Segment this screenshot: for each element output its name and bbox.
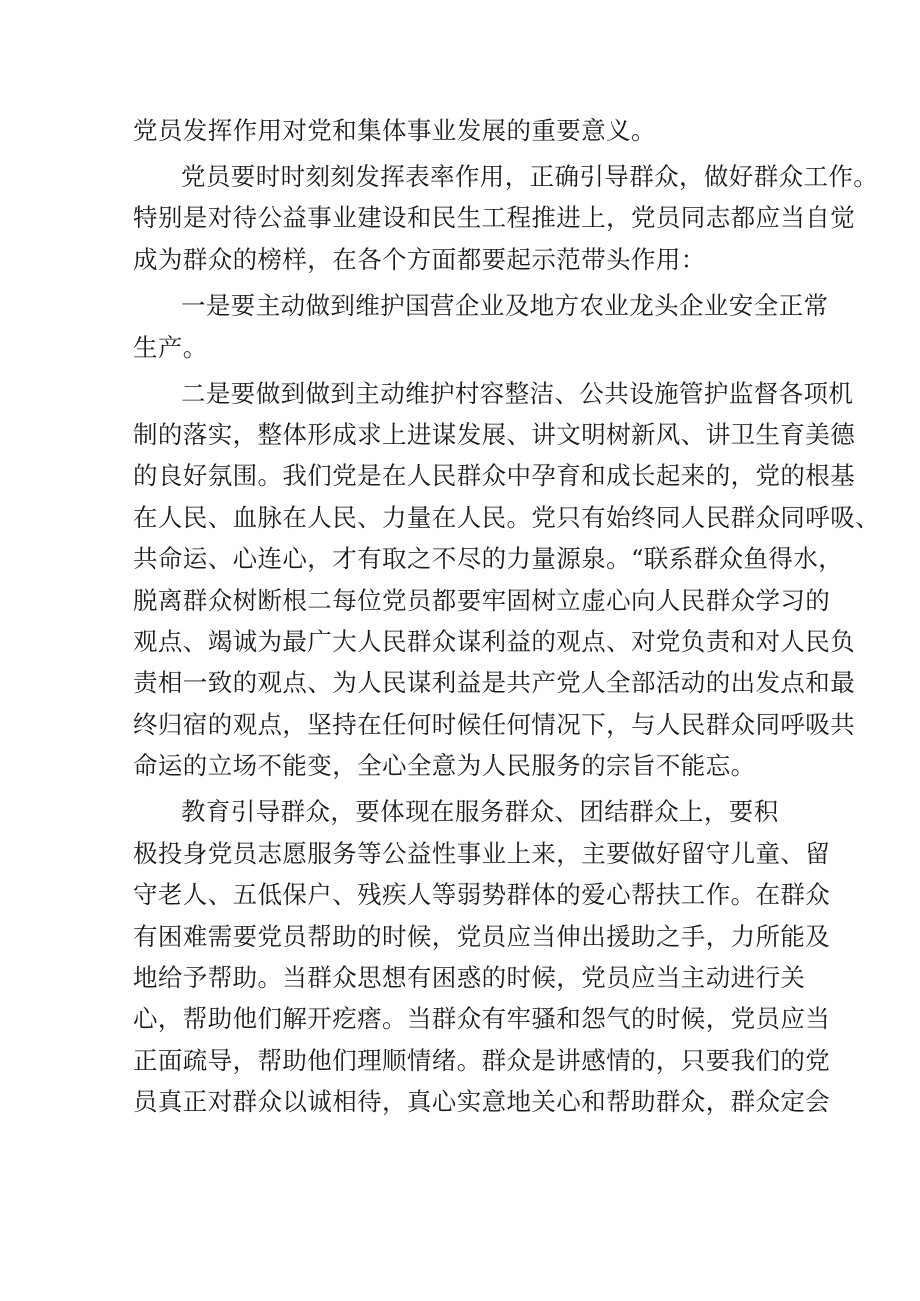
text-line: 员真正对群众以诚相待，真心实意地关心和帮助群众，群众定会 [133, 1087, 831, 1116]
text-line: 有困难需要党员帮助的时候，党员应当伸出援助之手，力所能及 [133, 922, 831, 951]
text-line: 教育引导群众，要体现在服务群众、团结群众上，要积 [181, 797, 779, 826]
text-line: 制的落实，整体形成求上进谋发展、讲文明树新风、讲卫生育美德 [133, 420, 856, 449]
text-line: 二是要做到做到主动维护村容整洁、公共设施管护监督各项机 [181, 379, 854, 408]
text-line: 地给予帮助。当群众思想有困惑的时候，党员应当主动进行关 [133, 963, 806, 992]
text-line: 脱离群众树断根二每位党员都要牢固树立虚心向人民群众学习的 [133, 586, 831, 615]
text-line: 命运的立场不能变，全心全意为人民服务的宗旨不能忘。 [133, 751, 756, 780]
text-line: 党员发挥作用对党和集体事业发展的重要意义。 [133, 116, 656, 145]
text-line: 极投身党员志愿服务等公益性事业上来，主要做好留守儿童、留 [133, 839, 831, 868]
text-line: 正面疏导，帮助他们理顺情绪。群众是讲感情的，只要我们的党 [133, 1046, 831, 1075]
text-line: 的良好氛围。我们党是在人民群众中孕育和成长起来的，党的根基 [133, 461, 856, 490]
text-line: 共命运、心连心，才有取之不尽的力量源泉。“联系群众鱼得水， [133, 544, 844, 573]
text-line: 终归宿的观点，坚持在任何时候任何情况下，与人民群众同呼吸共 [133, 710, 856, 739]
text-line: 生产。 [133, 333, 208, 362]
text-line: 心，帮助他们解开疙瘩。当群众有牢骚和怨气的时候，党员应当 [133, 1004, 831, 1033]
text-line: 一是要主动做到维护国营企业及地方农业龙头企业安全正常 [181, 291, 829, 320]
text-line: 党员要时时刻刻发挥表率作用，正确引导群众，做好群众工作。 [181, 162, 879, 191]
text-line: 在人民、血脉在人民、力量在人民。党只有始终同人民群众同呼吸、 [133, 503, 880, 532]
text-line: 观点、竭诚为最广大人民群众谋利益的观点、对党负责和对人民负 [133, 627, 856, 656]
text-line: 成为群众的榜样，在各个方面都要起示范带头作用： [133, 245, 706, 274]
text-line: 守老人、五低保户、残疾人等弱势群体的爱心帮扶工作。在群众 [133, 880, 831, 909]
text-line: 特别是对待公益事业建设和民生工程推进上，党员同志都应当自觉 [133, 203, 856, 232]
text-line: 责相一致的观点、为人民谋利益是共产党人全部活动的出发点和最 [133, 668, 856, 697]
